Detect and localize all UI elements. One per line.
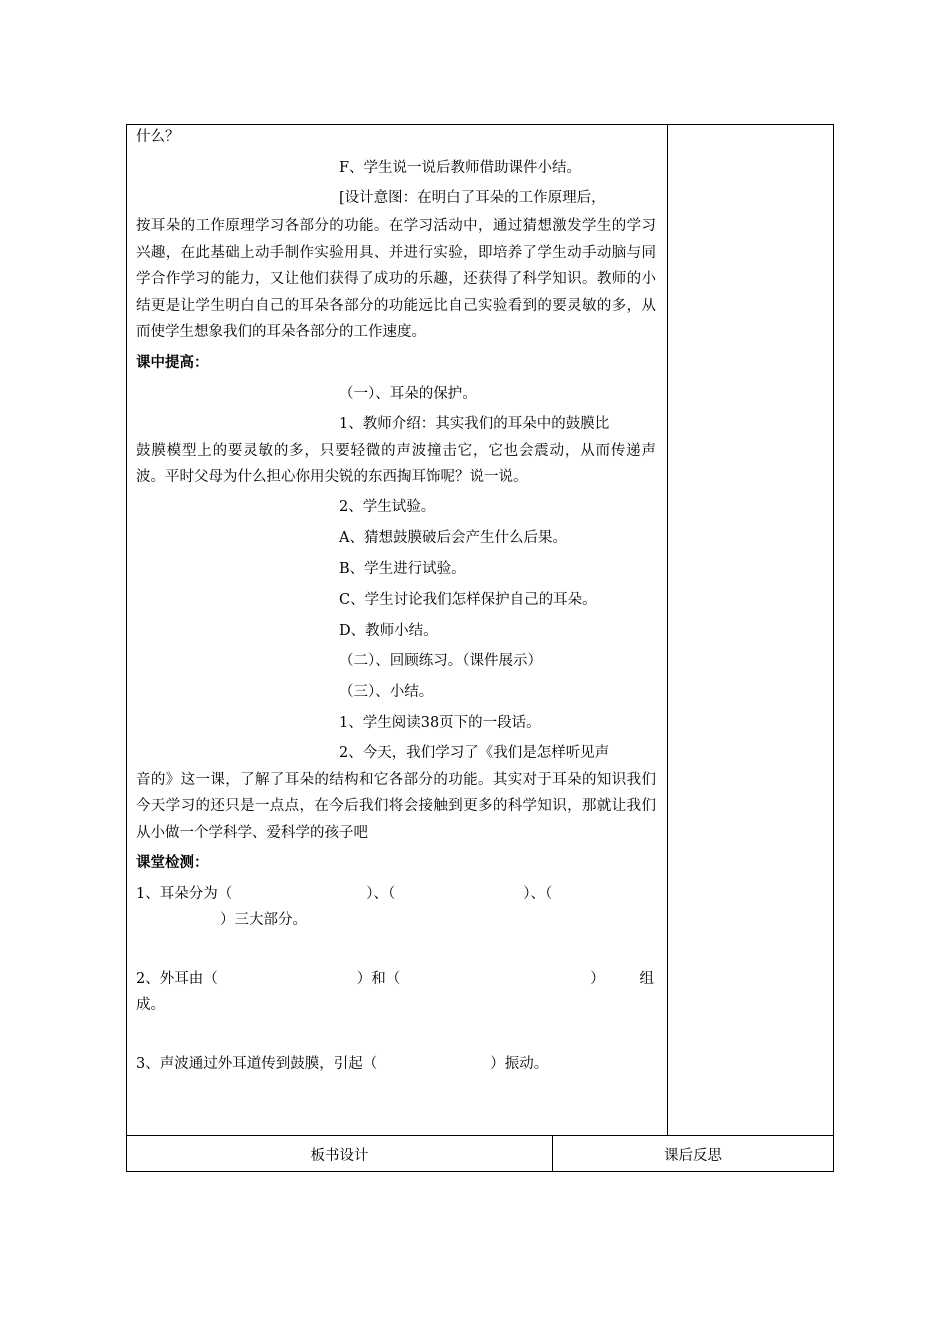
question-2: [136, 967, 656, 1018]
text-line: D、教师小结。: [339, 622, 438, 639]
question-text: ）: [590, 971, 605, 987]
question-text: ）振动。: [490, 1056, 549, 1072]
text-line: [设计意图：在明白了耳朵的工作原理后，: [339, 190, 606, 206]
question-text: 成。: [136, 997, 165, 1013]
text-line: A、猜想鼓膜破后会产生什么后果。: [339, 529, 567, 546]
subsection-title: （二）、回顾练习。（课件展示）: [339, 652, 542, 669]
text-line: 2、今天，我们学习了《我们是怎样听见声: [339, 744, 610, 761]
question-text: ）和（: [356, 971, 401, 987]
lesson-content: [136, 124, 656, 1077]
text-line: 1、教师介绍：其实我们的耳朵中的鼓膜比: [339, 415, 610, 432]
question-text: ）、（: [523, 886, 553, 902]
subsection-title: （一）、耳朵的保护。: [339, 385, 477, 402]
section-heading: 课中提高：: [136, 354, 209, 371]
paragraph: 音的》这一课，了解了耳朵的结构和它各部分的功能。其实对于耳朵的知识我们今天学习的还只是一点点，在今后我们将会接触到更多的科学知识，那就让我们从小做一个学科学、爱科学的孩子吧: [136, 771, 656, 841]
question-text: ）、（: [366, 886, 396, 902]
text-line: 2、学生试验。: [339, 498, 436, 515]
text-line: B、学生进行试验。: [339, 560, 466, 577]
question-text: 1、耳朵分为（: [136, 886, 233, 902]
question-1: [136, 882, 656, 933]
board-design-label: 板书设计: [310, 1147, 369, 1164]
column-divider: [667, 124, 668, 1136]
question-text: 2、外耳由（: [136, 971, 218, 987]
question-text: 组: [639, 971, 654, 987]
paragraph: 按耳朵的工作原理学习各部分的功能。在学习活动中，通过猜想激发学生的学习兴趣，在此基础上动手制作实验用具、并进行实验，即培养了学生动手动脑与同学合作学习的能力，又让他们获得了成功的乐趣，还获得了科学知识。教师的小结更是让学生明白自己的耳朵各部分的功能远比自己实验看到的要灵敏的多，从而使学生想象我们的耳朵各部分的工作速度。: [136, 218, 656, 340]
text-line: F、学生说一说后教师借助课件小结。: [339, 160, 582, 176]
section-heading: 课堂检测：: [136, 855, 209, 871]
reflection-label: 课后反思: [664, 1147, 722, 1164]
text-line: 1、学生阅读38页下的一段话。: [339, 714, 541, 731]
question-3: [136, 1052, 656, 1077]
paragraph: 鼓膜模型上的要灵敏的多，只要轻微的声波撞击它，它也会震动，从而传递声波。平时父母为什么担心你用尖锐的东西掏耳饰呢？说一说。: [136, 442, 656, 485]
subsection-title: （三）、小结。: [339, 683, 434, 700]
question-text: 3、声波通过外耳道传到鼓膜，引起（: [136, 1056, 378, 1072]
text-line: C、学生讨论我们怎样保护自己的耳朵。: [339, 591, 597, 608]
question-text: ）三大部分。: [220, 912, 307, 928]
text-line: 什么？: [136, 129, 180, 145]
